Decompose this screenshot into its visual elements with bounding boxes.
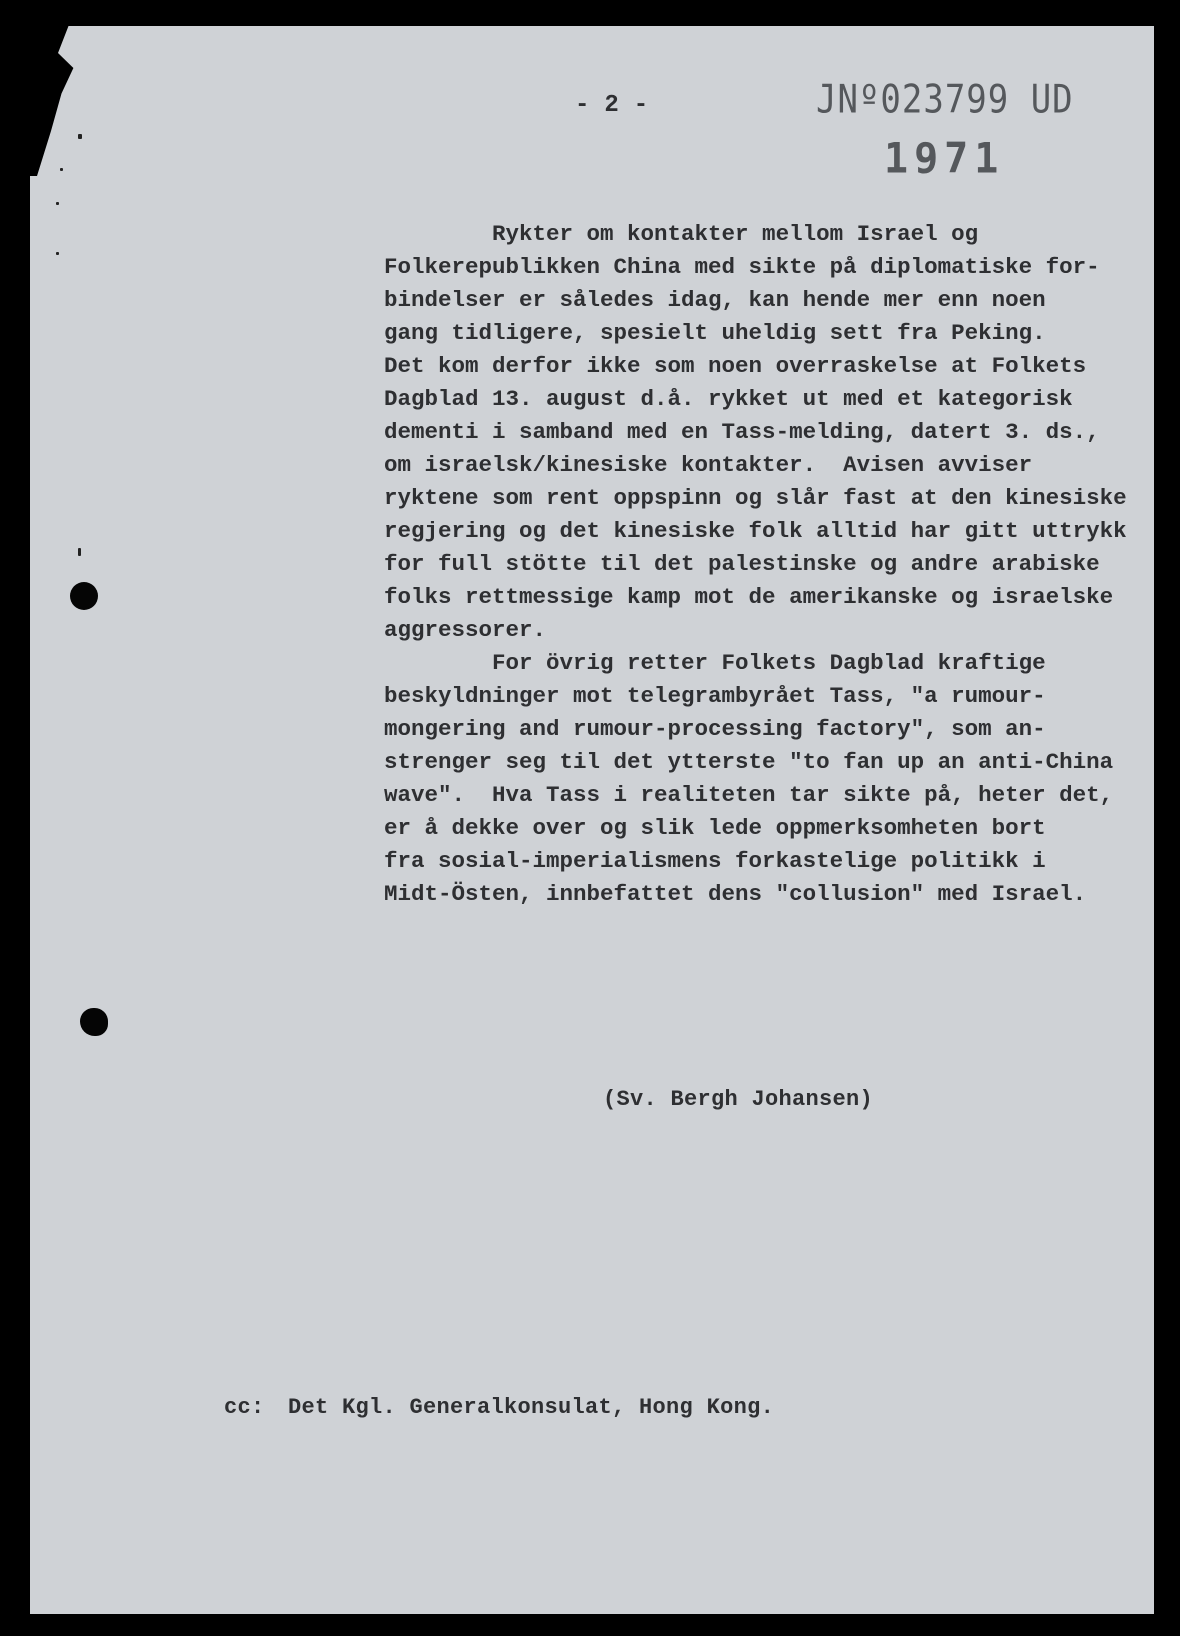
body-line: wave". Hva Tass i realiteten tar sikte på, heter det, [384, 782, 1114, 808]
margin-speck [56, 252, 59, 255]
body-line: mongering and rumour-processing factory", som an- [384, 716, 1046, 742]
body-line: Det kom derfor ikke som noen overraskelse at Folkets [384, 353, 1087, 379]
body-line: regjering og det kinesiske folk alltid har gitt uttrykk [384, 518, 1127, 544]
body-line: For övrig retter Folkets Dagblad kraftige [384, 650, 1046, 676]
body-line: strenger seg til det ytterste "to fan up an anti-China [384, 749, 1114, 775]
cc-recipient: Det Kgl. Generalkonsulat, Hong Kong. [288, 1395, 775, 1420]
body-line: bindelser er således idag, kan hende mer enn noen [384, 287, 1046, 313]
body-line: ryktene som rent oppspinn og slår fast at den kinesiske [384, 485, 1127, 511]
body-line: beskyldninger mot telegrambyrået Tass, "a rumour- [384, 683, 1046, 709]
journal-stamp: JNº023799 UD [816, 77, 1074, 123]
body-line: Folkerepublikken China med sikte på diplomatiske for- [384, 254, 1100, 280]
punch-hole-top [70, 582, 98, 610]
letter-body [384, 218, 1144, 911]
body-line: er å dekke over og slik lede oppmerksomheten bort [384, 815, 1046, 841]
body-line: fra sosial-imperialismens forkastelige politikk i [384, 848, 1046, 874]
body-line: om israelsk/kinesiske kontakter. Avisen avviser [384, 452, 1033, 478]
signature: (Sv. Bergh Johansen) [603, 1087, 874, 1112]
margin-speck [78, 548, 81, 556]
body-line: Dagblad 13. august d.å. rykket ut med et kategorisk [384, 386, 1073, 412]
body-line: folks rettmessige kamp mot de amerikanske og israelske [384, 584, 1114, 610]
margin-speck [56, 202, 59, 205]
punch-hole-bottom [80, 1008, 108, 1036]
body-line: gang tidligere, spesielt uheldig sett fra Peking. [384, 320, 1046, 346]
cc-label: cc: [224, 1395, 265, 1420]
body-line: Rykter om kontakter mellom Israel og [384, 221, 979, 247]
year-stamp: 1971 [884, 134, 1005, 184]
body-line: dementi i samband med en Tass-melding, datert 3. ds., [384, 419, 1100, 445]
margin-speck [78, 134, 82, 139]
body-line: aggressorer. [384, 617, 547, 643]
body-line: for full stötte til det palestinske og andre arabiske [384, 551, 1100, 577]
margin-speck [60, 168, 63, 171]
page-number: - 2 - [575, 92, 649, 119]
body-line: Midt-Östen, innbefattet dens "collusion" med Israel. [384, 881, 1087, 907]
